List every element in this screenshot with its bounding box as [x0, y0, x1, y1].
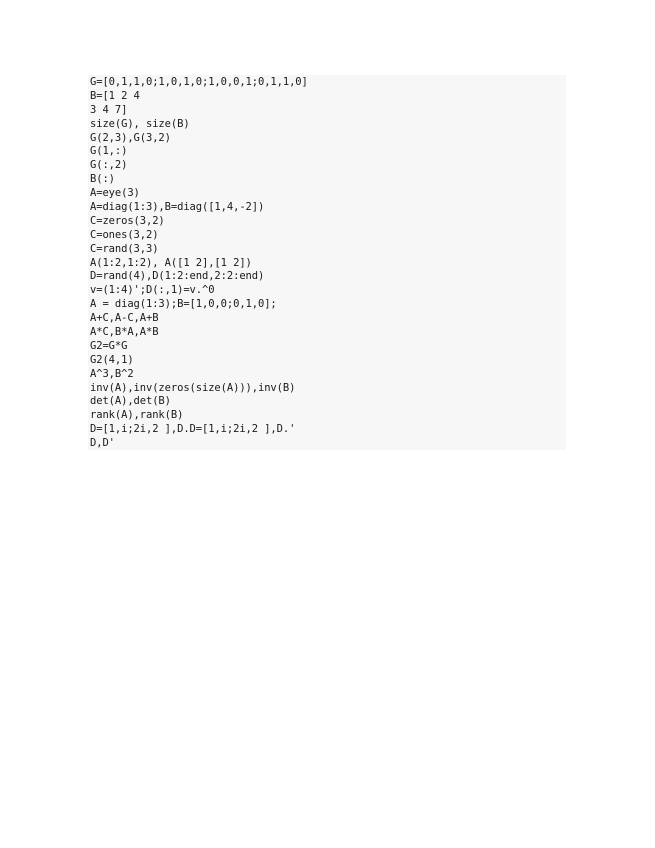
code-line: G=[0,1,1,0;1,0,1,0;1,0,0,1;0,1,1,0] — [90, 76, 308, 88]
code-line: A*C,B*A,A*B — [90, 326, 159, 339]
code-line: B=[1 2 4 — [90, 89, 140, 102]
code-line: inv(A),inv(zeros(size(A))),inv(B) — [90, 381, 296, 394]
code-line: det(A),det(B) — [90, 395, 171, 408]
code-line: A=eye(3) — [90, 187, 140, 200]
code-line: D=rand(4),D(1:2:end,2:2:end) — [90, 270, 265, 283]
code-line: A = diag(1:3);B=[1,0,0;0,1,0]; — [90, 298, 277, 311]
code-line: B(:) — [90, 173, 115, 186]
code-line: size(G), size(B) — [90, 117, 190, 130]
code-line: rank(A),rank(B) — [90, 409, 184, 422]
code-line: C=ones(3,2) — [90, 228, 159, 241]
code-line: A^3,B^2 — [90, 367, 134, 380]
code-line: C=rand(3,3) — [90, 242, 159, 255]
code-line: D=[1,i;2i,2 ],D.D=[1,i;2i,2 ],D.' — [90, 423, 296, 436]
code-block — [88, 75, 566, 450]
code-line: G2(4,1) — [90, 353, 134, 366]
code-line: v=(1:4)';D(:,1)=v.^0 — [90, 284, 215, 297]
code-line: G(1,:) — [90, 145, 128, 158]
code-line: A=diag(1:3),B=diag([1,4,-2]) — [90, 201, 265, 214]
code-line: G(:,2) — [90, 159, 128, 172]
code-line: D,D' — [90, 437, 115, 450]
code-line: G2=G*G — [90, 339, 128, 352]
code-line: A+C,A-C,A+B — [90, 312, 159, 325]
code-line: 3 4 7] — [90, 103, 128, 116]
code-line: G(2,3),G(3,2) — [90, 131, 171, 144]
code-line: A(1:2,1:2), A([1 2],[1 2]) — [90, 256, 252, 269]
code-line: C=zeros(3,2) — [90, 214, 165, 227]
